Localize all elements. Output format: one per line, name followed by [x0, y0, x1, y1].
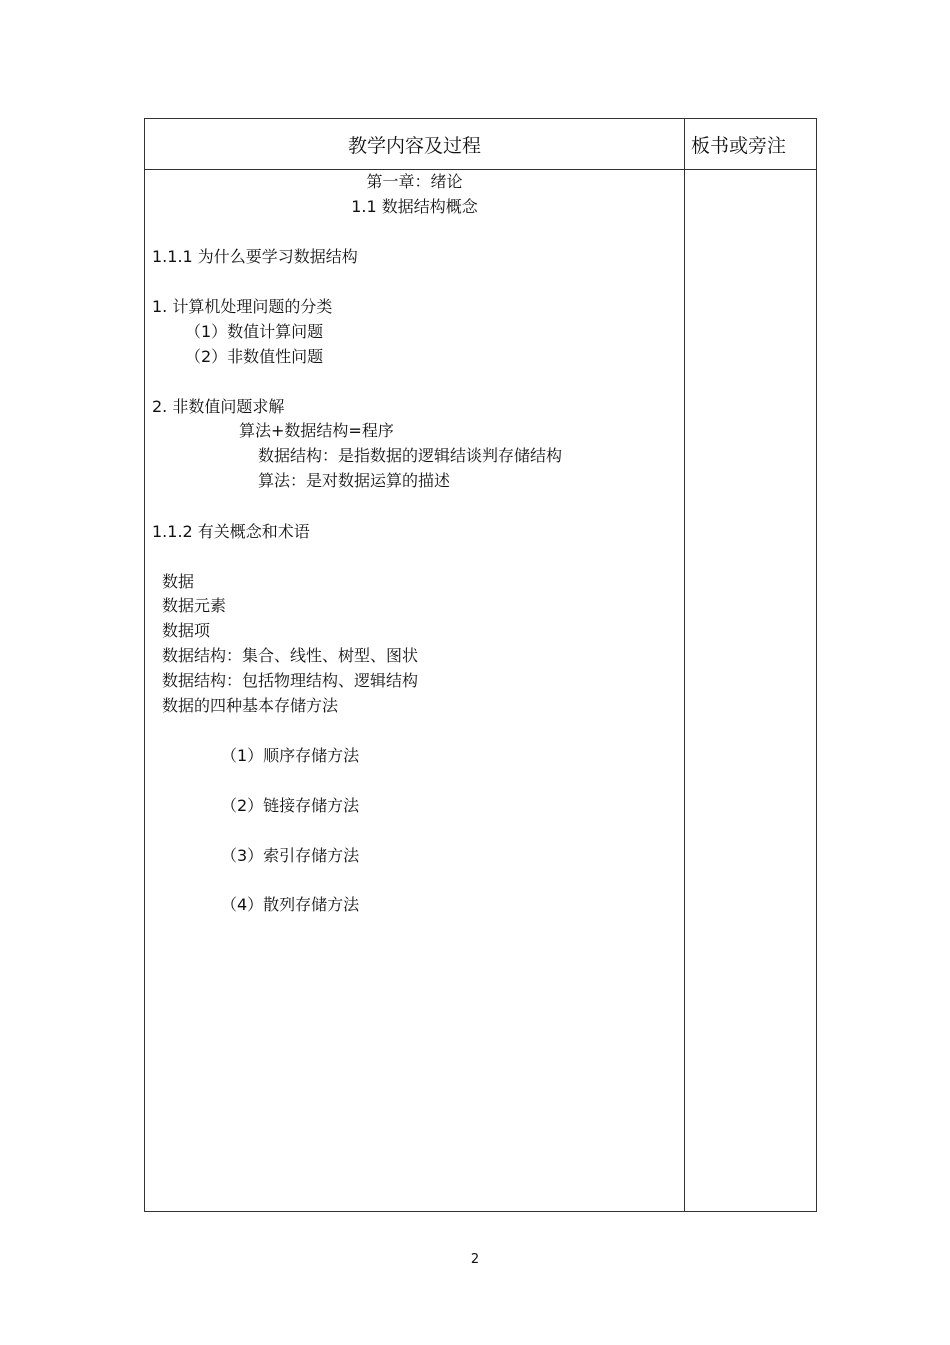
- header-content-column: 教学内容及过程: [347, 135, 481, 157]
- storage-method-item: （3）索引存储方法: [221, 846, 360, 865]
- formula: 算法+数据结构=程序: [239, 421, 394, 440]
- subsection-heading: 1.1.2 有关概念和术语: [152, 522, 310, 541]
- chapter-title: 第一章：绪论: [366, 172, 463, 191]
- list-item: 1. 计算机处理问题的分类: [152, 297, 333, 316]
- page-number: 2: [470, 1252, 480, 1267]
- term-item: 数据元素: [162, 596, 227, 615]
- term-item: 数据项: [162, 621, 211, 640]
- list-subitem: （2）非数值性问题: [185, 347, 324, 366]
- storage-method-item: （2）链接存储方法: [221, 796, 360, 815]
- section-title: 1.1 数据结构概念: [351, 197, 478, 216]
- subsection-heading: 1.1.1 为什么要学习数据结构: [152, 247, 358, 266]
- list-subitem: （1）数值计算问题: [185, 322, 324, 341]
- term-item: 数据: [162, 572, 195, 591]
- list-item: 2. 非数值问题求解: [152, 397, 285, 416]
- definition-algorithm: 算法：是对数据运算的描述: [258, 471, 451, 490]
- term-item: 数据结构：包括物理结构、逻辑结构: [162, 671, 419, 690]
- storage-method-item: （4）散列存储方法: [221, 895, 360, 914]
- header-divider: [145, 169, 816, 170]
- header-notes-column: 板书或旁注: [691, 135, 787, 157]
- storage-method-item: （1）顺序存储方法: [221, 746, 360, 765]
- lesson-table: [144, 118, 817, 1212]
- definition-structure: 数据结构：是指数据的逻辑结谈判存储结构: [258, 446, 563, 465]
- column-divider: [684, 119, 685, 1211]
- term-item: 数据的四种基本存储方法: [162, 696, 339, 715]
- term-item: 数据结构：集合、线性、树型、图状: [162, 646, 419, 665]
